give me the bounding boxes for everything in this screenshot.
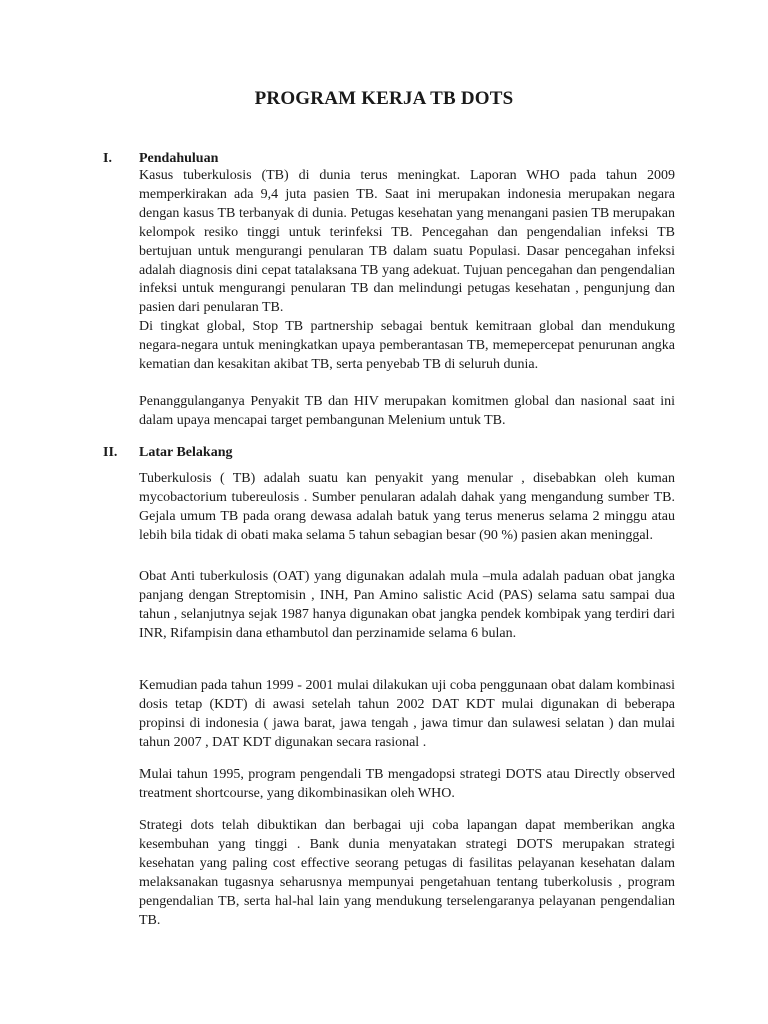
paragraph: Obat Anti tuberkulosis (OAT) yang digunakan adalah mula –mula adalah paduan obat jangka panjang dengan Streptomisin , INH, Pan Amino salistic Acid (PAS) selama satu sampai dua tahun , selanjutnya sejak 1987 hanya digunakan obat jangka pendek kombipak yang terdiri dari INR, Rifampisin dana ethambutol dan perzinamide selama 6 bulan.: [139, 569, 675, 641]
section-number: I.: [103, 151, 112, 166]
section-heading: Latar Belakang: [139, 445, 233, 460]
section-heading: Pendahuluan: [139, 151, 219, 166]
paragraph: Strategi dots telah dibuktikan dan berbagai uji coba lapangan dapat memberikan angka kesembuhan yang tinggi . Bank dunia menyatakan strategi DOTS merupakan strategi kesehatan yang paling cost effective seorang petugas di fasilitas pelayanan kesehatan dalam melaksanakan tugasnya seharusnya mempunyai pengetahuan tentang tuberkolusis , program pengendalian TB, serta hal-hal lain yang mendukung terselengaranya pelayanan pengendalian TB.: [139, 818, 675, 928]
section-number: II.: [103, 445, 118, 460]
paragraph: Tuberkulosis ( TB) adalah suatu kan penyakit yang menular , disebabkan oleh kuman mycobactorium tubereulosis . Sumber penularan adalah dahak yang mengandung sumber TB. Gejala umum TB pada orang dewasa adalah batuk yang terus menerus selama 2 minggu atau lebih bila tidak di obati maka selama 5 tahun sebagian besar (90 %) pasien akan meninggal.: [139, 471, 675, 543]
document-title: PROGRAM KERJA TB DOTS: [254, 88, 514, 109]
paragraph: Kemudian pada tahun 1999 - 2001 mulai dilakukan uji coba penggunaan obat dalam kombinasi dosis tetap (KDT) di awasi setelah tahun 2002 DAT KDT mulai digunakan di beberapa propinsi di indonesia ( jawa barat, jawa tengah , jawa timur dan sulawesi selatan ) dan mulai tahun 2007 , DAT KDT digunakan secara rasional .: [139, 678, 675, 750]
paragraph: Penanggulanganya Penyakit TB dan HIV merupakan komitmen global dan nasional saat ini dalam upaya mencapai target pembangunan Melenium untuk TB.: [139, 394, 675, 428]
paragraph: Di tingkat global, Stop TB partnership sebagai bentuk kemitraan global dan mendukung negara-negara untuk meningkatkan upaya pemberantasan TB, memepercepat penurunan angka kematian dan kesakitan akibat TB, serta penyebab TB di seluruh dunia.: [139, 319, 675, 372]
paragraph: Mulai tahun 1995, program pengendali TB mengadopsi strategi DOTS atau Directly observed treatment shortcourse, yang dikombinasikan oleh WHO.: [139, 767, 675, 801]
paragraph: Kasus tuberkulosis (TB) di dunia terus meningkat. Laporan WHO pada tahun 2009 memperkirakan ada 9,4 juta pasien TB. Saat ini merupakan indonesia merupakan negara dengan kasus TB terbanyak di dunia. Petugas kesehatan yang menangani pasien TB merupakan kelompok resiko tinggi untuk terinfeksi TB. Pencegahan dan pengendalian infeksi TB bertujuan untuk mengurangi penularan TB dalam suatu Populasi. Dasar pencegahan infeksi adalah diagnosis dini cepat tatalaksana TB yang adekuat. Tujuan pencegahan dan pengendalian infeksi untuk mengurangi penularan TB dan melindungi petugas kesehatan , pengunjung dan pasien dari penularan TB.: [139, 168, 675, 316]
